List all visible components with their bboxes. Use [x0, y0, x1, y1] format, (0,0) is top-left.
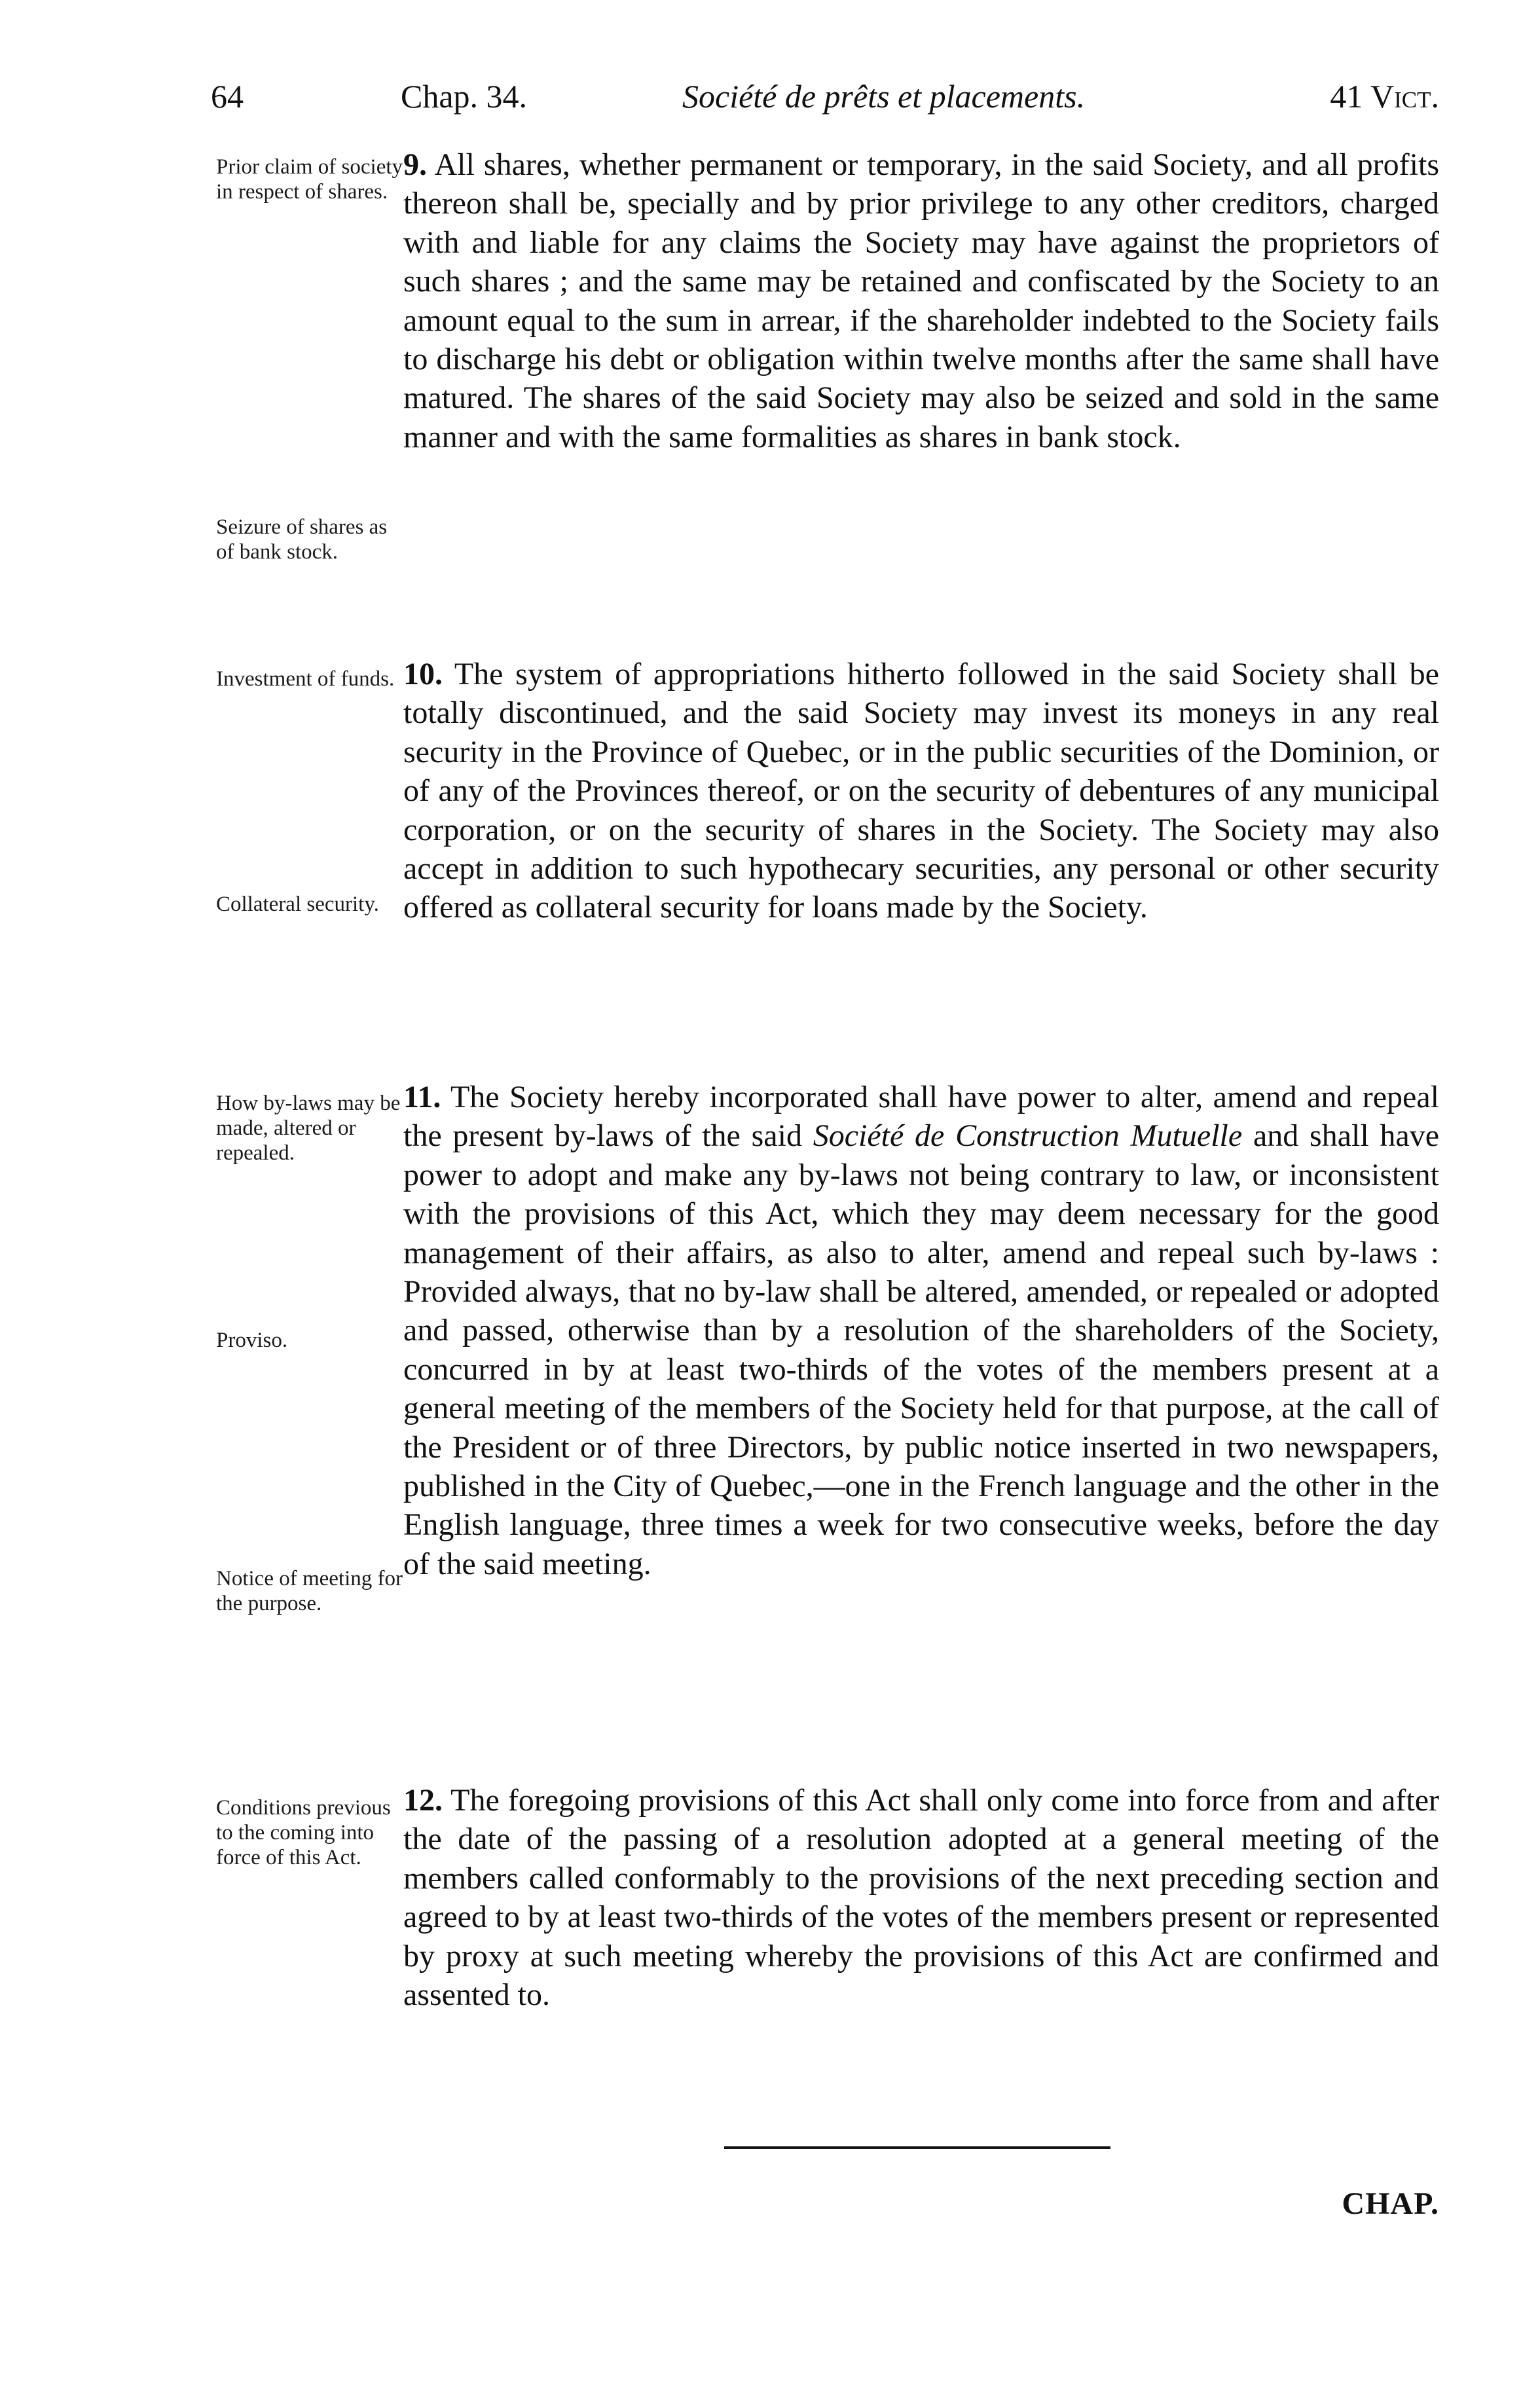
section-9	[403, 145, 1439, 456]
section-text-continued: and shall have power to adopt and make any by-laws not being contrary to law, or inconsistent with the provisions of this Act, which they may deem necessary for the good management of their affairs, as also to alter, amend and repeal such by-laws : Provided always, that no by-law shall be altered, amended, or repealed or adopted and passed, otherwise than by a resolution of the shareholders of the Society, concurred in by at least two-thirds of the votes of the members present at a general meeting of the members of the Society held for that purpose, at the call of the President or of three Directors, by public notice inserted in two newspapers, published in the City of Quebec,—one in the French language and the other in the English language, three times a week for two consecutive weeks, before the day of the said meeting.	[403, 1118, 1440, 1581]
margin-note-notice: Notice of meeting for the purpose.	[216, 1567, 403, 1615]
margin-note-conditions: Conditions previous to the coming into force of this Act.	[216, 1796, 391, 1869]
running-header	[211, 77, 1439, 123]
margin-note-seizure: Seizure of shares as of bank stock.	[216, 515, 388, 564]
margin-note-investment: Investment of funds.	[216, 667, 395, 691]
margin-note-collateral: Collateral security.	[216, 892, 379, 916]
section-text: The Society hereby incorporated shall have power to alter, amend and repeal the present by-laws of the said	[403, 1080, 1439, 1154]
section-10	[403, 655, 1439, 927]
catchword: CHAP.	[1342, 2186, 1439, 2221]
section-11	[403, 1078, 1439, 1583]
regnal-year: 41 Vict.	[1330, 78, 1439, 115]
page-number: 64	[211, 78, 244, 115]
margin-note-by-laws: How by-laws may be made, altered or repealed.	[216, 1092, 401, 1165]
running-title: Société de prêts et placements.	[682, 78, 1086, 115]
section-text: All shares, whether permanent or temporary, in the said Society, and all profits thereon shall be, specially and by prior privilege to any other creditors, charged with and liable for any claims the Society may have against the proprietors of such shares ; and the same may be retained and confiscated by the Society to an amount equal to the sum in arrear, if the shareholder indebted to the Society fails to discharge his debt or obligation within twelve months after the same shall have matured. The shares of the said Society may also be seized and sold in the same manner and with the same formalities as shares in bank stock.	[403, 147, 1439, 454]
section-text: The system of appropriations hitherto followed in the said Society shall be totally discontinued, and the said Society may invest its moneys in any real security in the Province of Quebec, or in the public securities of the Dominion, or of any of the Provinces thereof, or on the security of debentures of any municipal corporation, or on the security of shares in the Society. The Society may also accept in addition to such hypothecary securities, any personal or other security offered as collateral security for loans made by the Society.	[403, 657, 1439, 925]
section-number: 9.	[403, 147, 427, 182]
section-number: 12.	[403, 1783, 443, 1818]
section-text: The foregoing provisions of this Act shall only come into force from and after the date of the passing of a resolution adopted at a general meeting of the members called conformably to the provisions of the next preceding section and agreed to by at least two-thirds of the votes of the members present or represented by proxy at such meeting whereby the provisions of this Act are confirmed and assented to.	[403, 1783, 1440, 2013]
section-number: 11.	[403, 1080, 441, 1114]
section-number: 10.	[403, 657, 443, 691]
society-name: Société de Construction Mutuelle	[813, 1118, 1243, 1154]
margin-note-proviso: Proviso.	[216, 1329, 288, 1352]
section-12	[403, 1781, 1439, 2014]
closing-rule	[724, 2146, 1110, 2149]
margin-note-prior-claim: Prior claim of society in respect of shares.	[216, 155, 403, 204]
chapter-label: Chap. 34.	[401, 78, 528, 115]
